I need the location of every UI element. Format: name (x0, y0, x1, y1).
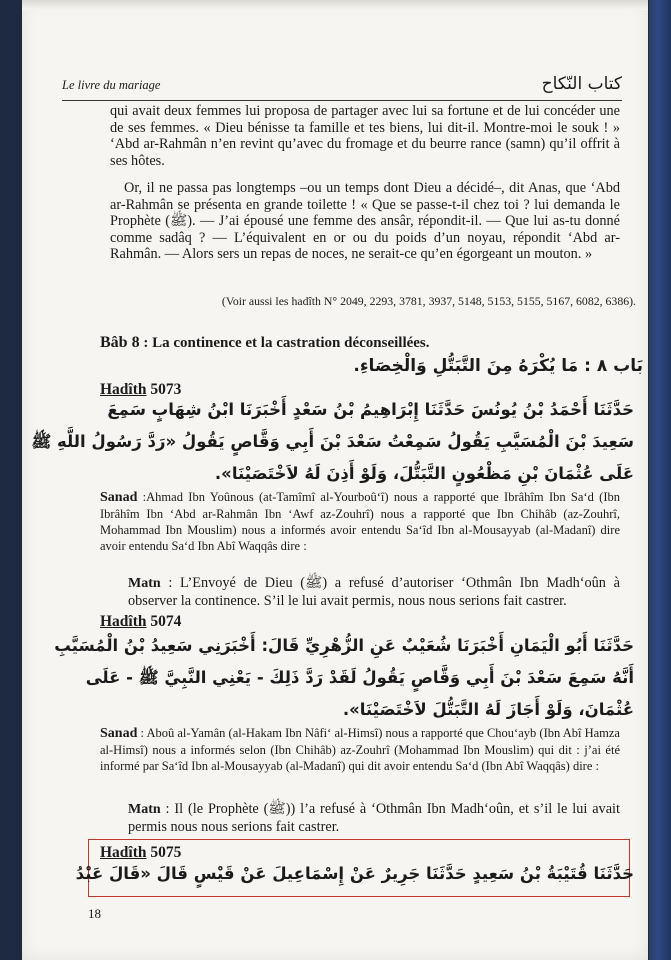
matn-text: : Il (le Prophète (ﷺ)) l’a refusé à ‘Othmân Ibn Madh‘oûn, et s’il le lui avait permis nous nous serions fait castrer. (128, 801, 620, 835)
hadith-title (100, 613, 181, 631)
arabic-text-line: عَلَى عُثْمَانَ بْنِ مَظْعُونٍ التَّبَتُّلَ، وَلَوْ أَذِنَ لَهُ لاَخْتَصَيْنَا». (214, 464, 634, 483)
arabic-text-line: حَدَّثَنَا أَبُو الْيَمَانِ أَخْبَرَنَا شُعَيْبٌ عَنِ الزُّهْرِيِّ قَالَ: أَخْبَرَنِي سَعِيدُ بْنُ الْمُسَيَّبِ (54, 636, 634, 655)
hadith-title-word: Hadîth (100, 844, 147, 861)
arabic-text-line: حَدَّثَنَا قُتَيْبَةُ بْنُ سَعِيدٍ حَدَّثَنَا جَرِيرٌ عَنْ إِسْمَاعِيلَ عَنْ قَيْسٍ قَالَ «قَالَ عَبْدُ (75, 864, 634, 883)
chapter-heading-arabic: بَاب ٨ : مَا يُكْرَهُ مِنَ التَّبَتُّلِ وَالْخِصَاءِ. (353, 356, 643, 376)
arabic-text-line: عُثْمَانَ، وَلَوْ أَجَازَ لَهُ التَّبَتُّلَ لاَخْتَصَيْنَا». (342, 700, 634, 719)
arabic-text-line: أَنَّهُ سَمِعَ سَعْدَ بْنَ أَبِي وَقَّاصٍ يَقُولُ لَقَدْ رَدَّ ذَلِكَ - يَعْنِي النَّبِيَّ ﷺ - عَلَى (85, 668, 634, 687)
hadith-title-word: Hadîth (100, 613, 147, 630)
matn-label: Matn (128, 802, 161, 817)
arabic-text-line: حَدَّثَنَا أَحْمَدُ بْنُ يُونُسَ حَدَّثَنَا إِبْرَاهِيمُ بْنُ سَعْدٍ أَخْبَرَنَا ابْنُ شِهَابٍ سَمِعَ (107, 400, 634, 419)
chapter-title: : La continence et la castration déconseillées. (139, 335, 430, 351)
hadith-number: 5074 (150, 613, 182, 630)
sanad-text: : Aboû al-Yamân (al-Hakam Ibn Nâfi‘ al-Himsî) nous a rapporté que Chou‘ayb (Ibn Abî Hamza al-Himsî) nous a informés selon (Ibn Chihâb) az-Zouhrî (Mohammad Ibn Mouslim) qui dit : j’ai été informé par Sa‘îd Ibn al-Mousayyab (al-Madanî) qui dit avoir entendu Sa‘d (Ibn Abî Waqqâs) dire : (100, 726, 620, 773)
page-top-shadow (22, 0, 648, 10)
page-number: 18 (88, 906, 101, 921)
paragraph-2: Or, il ne passa pas longtemps –ou un temps dont Dieu a décidé–, dit Anas, que ‘Abd ar-Rahmân se présenta en grande toilette ! « Que se passe-t-il chez toi ? lui demanda le Prophète (ﷺ). — J’ai épousé une femme des ansâr, répondit-il. — Que lui as-tu donné comme sadâq ? — L’équivalent en or ou du poids d’un noyau, répondit ‘Abd ar-Rahmân. — Alors sers un repas de noces, ne serait-ce qu’en égorgeant un mouton. » (110, 180, 620, 262)
arabic-text-line: سَعِيدَ بْنَ الْمُسَيَّبِ يَقُولُ سَمِعْتُ سَعْدَ بْنَ أَبِي وَقَّاصٍ يَقُولُ «رَدَّ رَسُولُ اللَّهِ ﷺ (31, 432, 634, 451)
cross-reference-note: (Voir aussi les hadîth N° 2049, 2293, 3781, 3937, 5148, 5153, 5155, 5167, 6082, 6386). (221, 294, 636, 308)
matn-text: : L’Envoyé de Dieu (ﷺ) a refusé d’autoriser ‘Othmân Ibn Madh‘oûn à observer la continence. S’il le lui avait permis, nous nous serions fait castrer. (128, 575, 621, 609)
sanad-label: Sanad (100, 726, 138, 741)
chapter-heading (100, 334, 620, 352)
running-head (62, 74, 622, 100)
hadith-title (100, 381, 181, 399)
chapter-label: Bâb 8 (100, 334, 140, 351)
sanad-label: Sanad (100, 490, 138, 505)
book-binding (649, 0, 671, 960)
running-head-left: Le livre du mariage (62, 78, 161, 92)
hadith-title-word: Hadîth (100, 381, 147, 398)
hadith-number: 5073 (150, 381, 182, 398)
sanad-paragraph (100, 725, 620, 774)
sanad-text: :Ahmad Ibn Yoûnous (at-Tamîmî al-Yourboû‘î) nous a rapporté que Ibrâhîm Ibn Sa‘d (Ibn Ibrâhîm Ibn ‘Abd ar-Rahmân Ibn ‘Awf az-Zouhrî) nous a rapporté que Ibn Chihâb (az-Zouhrî, Mohammad Ibn Mouslim) nous a informés avoir entendu Sa‘îd Ibn al-Mousayyab (al-Madanî) dire avoir entendu Sa‘d Ibn Abî Waqqâs dire : (100, 490, 620, 553)
matn-paragraph (128, 575, 620, 609)
hadith-number: 5075 (150, 844, 182, 861)
sanad-paragraph (100, 489, 620, 554)
matn-label: Matn (128, 576, 161, 591)
hadith-title (100, 844, 181, 862)
matn-paragraph (128, 801, 620, 835)
paragraph-1: qui avait deux femmes lui proposa de partager avec lui sa fortune et de lui concéder une de ses femmes. « Dieu bénisse ta famille et tes biens, lui dit-il. Montre-moi le souk ! » ‘Abd ar-Rahmân n’en revint qu’avec du fromage et du beurre rance (samn) qu’il offrit à ses hôtes. (110, 103, 620, 169)
header-rule (62, 100, 622, 101)
running-head-right: كتاب النّكاح (541, 74, 622, 94)
